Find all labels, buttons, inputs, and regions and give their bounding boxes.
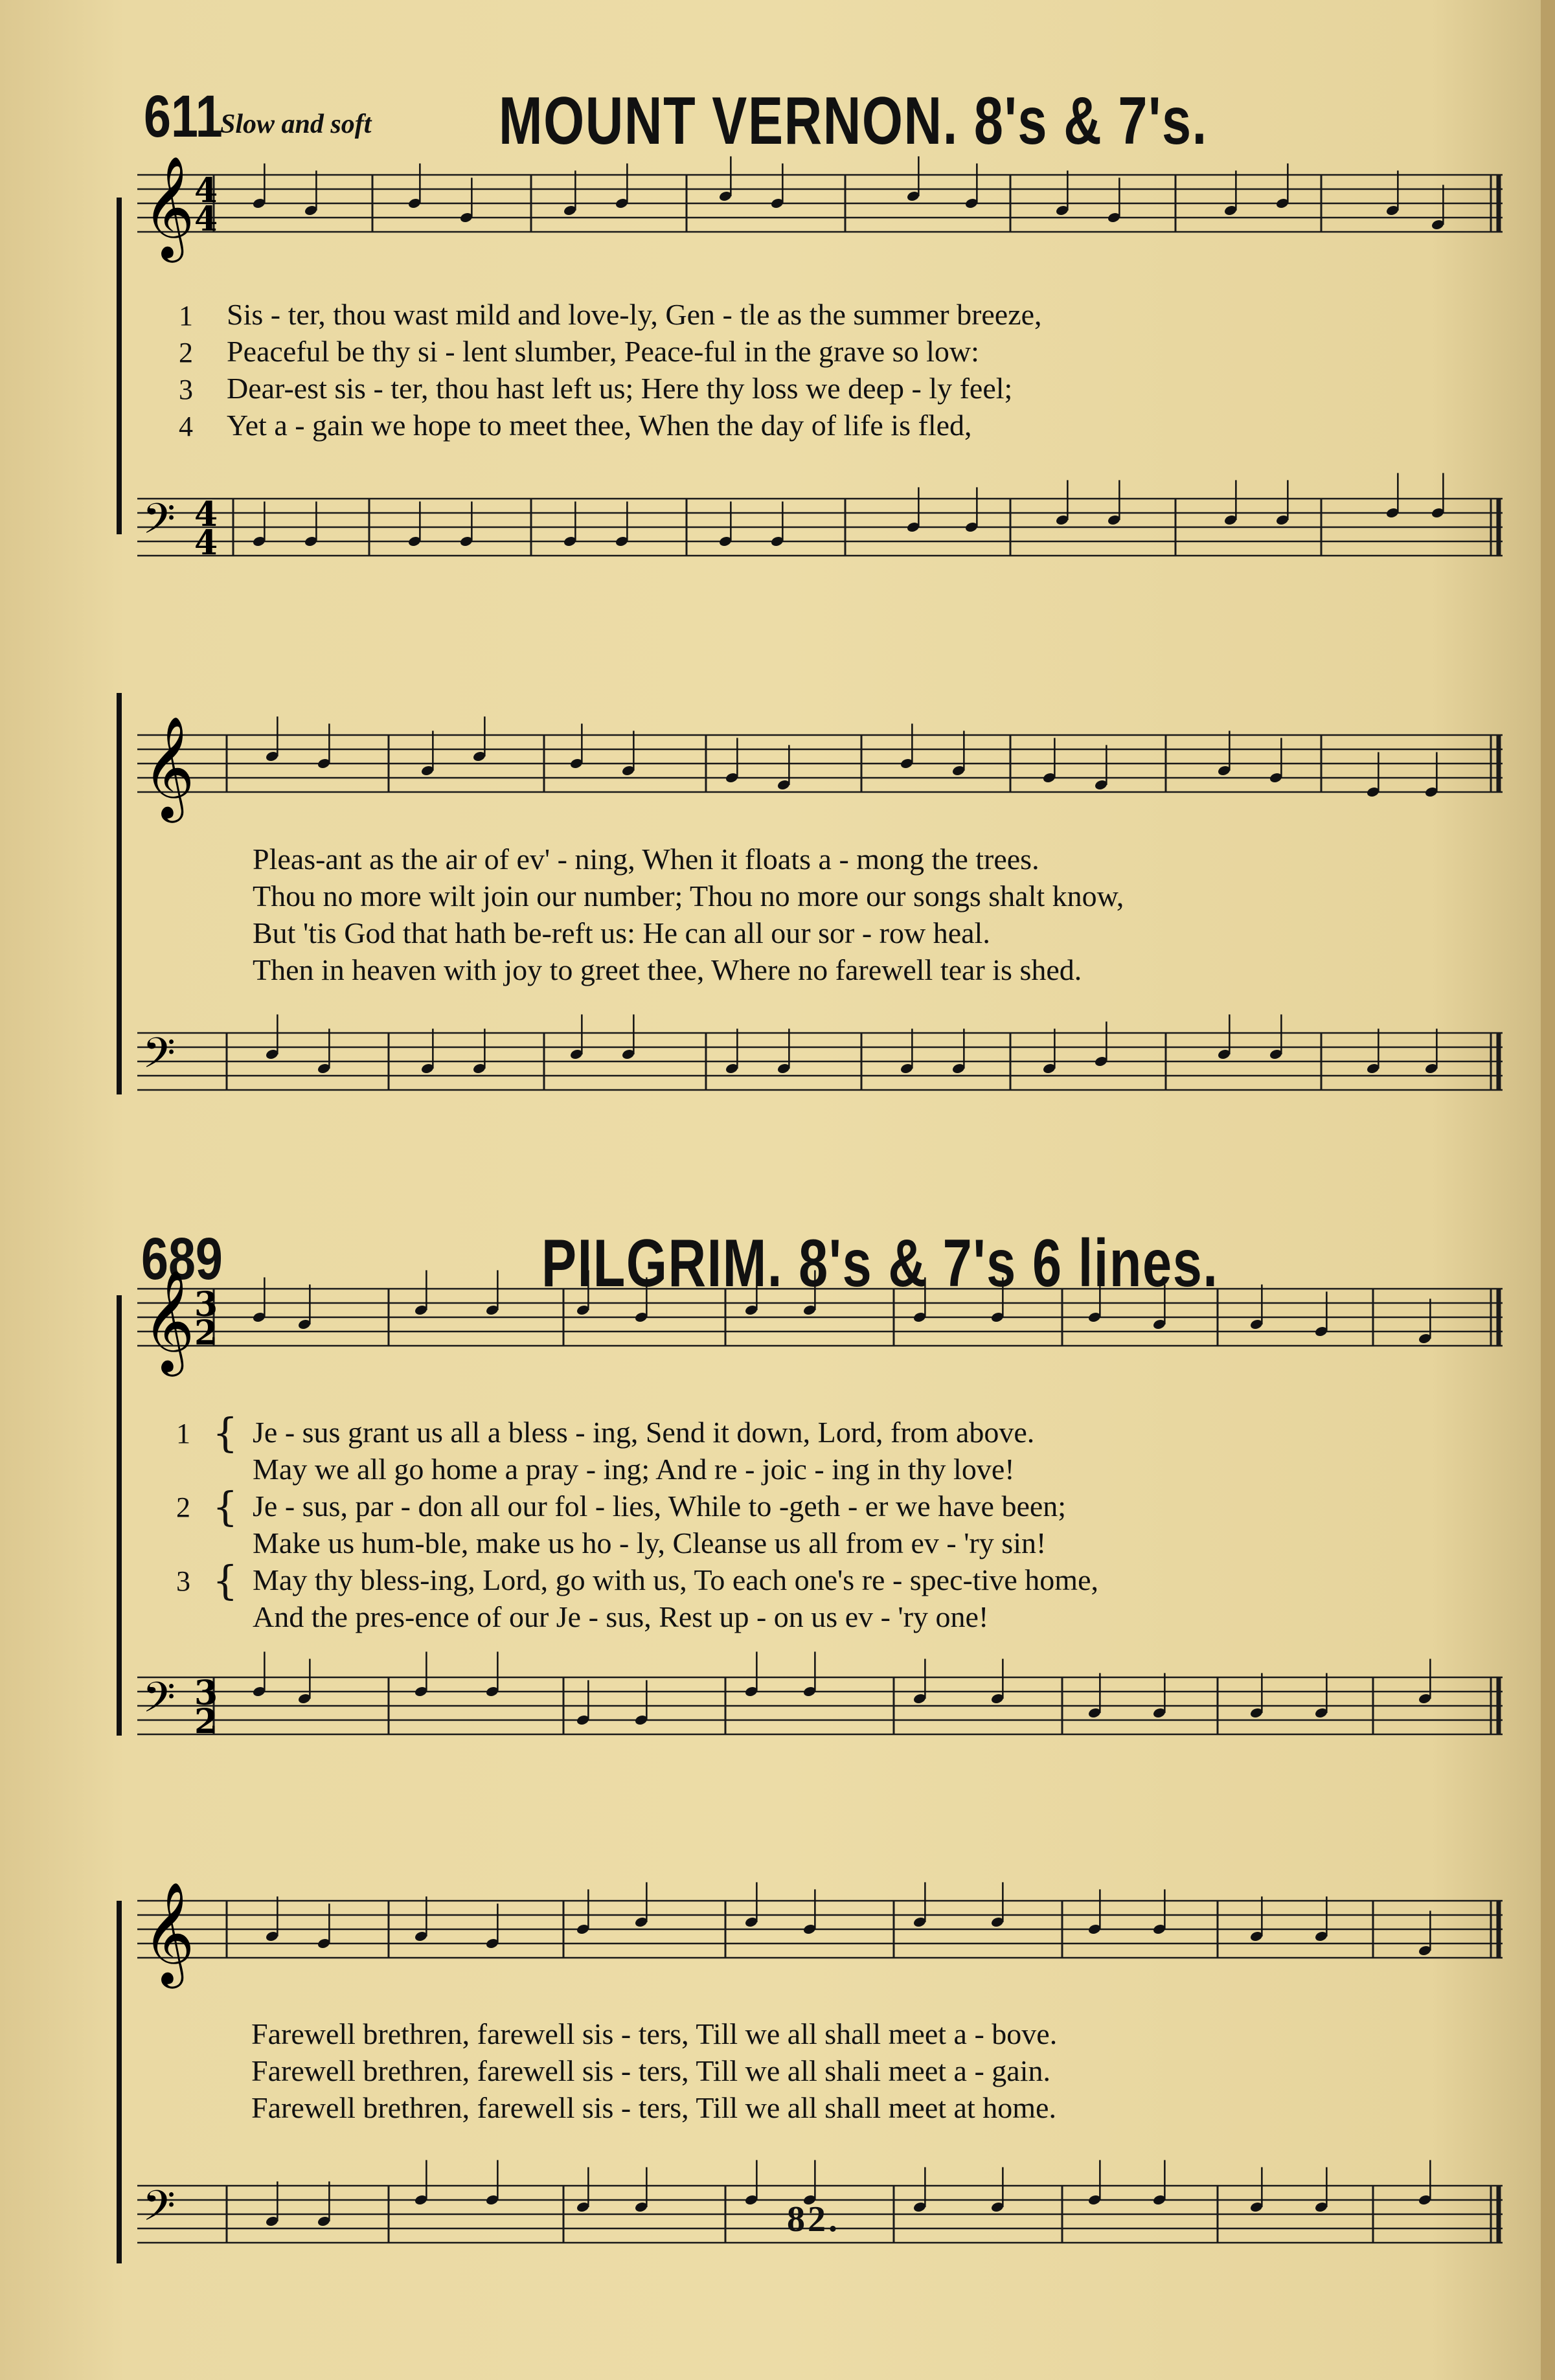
- bass-clef-icon: 𝄢: [142, 493, 176, 554]
- bass-clef-icon: 𝄢: [142, 1028, 176, 1088]
- time-signature: 4: [194, 171, 218, 210]
- system-bracket: [117, 693, 122, 1094]
- system-bracket: [117, 1295, 122, 1736]
- time-signature: 4: [194, 495, 218, 534]
- brace: {: [212, 1557, 238, 1604]
- treble-staff: [137, 1881, 1503, 1989]
- hymn-title: MOUNT VERNON. 8's & 7's.: [499, 84, 1208, 159]
- lyric-line: Then in heaven with joy to greet thee, Where no farewell tear is shed.: [253, 953, 1082, 986]
- time-signature: 3: [194, 1285, 218, 1324]
- lyric-line: Farewell brethren, farewell sis - ters, Till we all shall meet at home.: [251, 2091, 1056, 2124]
- lyric-line: Thou no more wilt join our number; Thou no more our songs shalt know,: [253, 879, 1124, 912]
- bass-staff: [137, 1014, 1503, 1090]
- verse-number: 3: [179, 374, 193, 405]
- time-signature: 2: [194, 1702, 218, 1741]
- hymn-title: PILGRIM. 8's & 7's 6 lines.: [541, 1226, 1219, 1301]
- treble-clef-icon: 𝄞: [142, 155, 195, 258]
- system-bracket: [117, 1901, 122, 2263]
- lyric-line: Je - sus grant us all a bless - ing, Send it down, Lord, from above.: [253, 1416, 1035, 1449]
- time-signature: 4: [194, 199, 218, 239]
- lyric-line: And the pres-ence of our Je - sus, Rest up - on us ev - 'ry one!: [253, 1600, 989, 1633]
- bass-clef-icon: 𝄢: [142, 1672, 176, 1732]
- lyric-line: Peaceful be thy si - lent slumber, Peace-ful in the grave so low:: [227, 335, 979, 368]
- lyric-line: Dear-est sis - ter, thou hast left us; Here thy loss we deep - ly feel;: [227, 372, 1013, 405]
- bass-staff: [137, 473, 1503, 556]
- lyric-line: Je - sus, par - don all our fol - lies, While to -geth - er we have been;: [253, 1490, 1067, 1523]
- lyric-line: Farewell brethren, farewell sis - ters, Till we all shali meet a - gain.: [251, 2054, 1050, 2087]
- hymn-number: 611: [144, 84, 223, 150]
- lyric-line: May thy bless-ing, Lord, go with us, To each one's re - spec-tive home,: [253, 1563, 1098, 1596]
- treble-staff: [137, 155, 1503, 263]
- tempo-marking: Slow and soft: [220, 109, 372, 139]
- lyric-line: Farewell brethren, farewell sis - ters, Till we all shall meet a - bove.: [251, 2017, 1058, 2050]
- treble-clef-icon: 𝄞: [142, 1269, 195, 1372]
- system-bracket: [117, 198, 122, 534]
- lyric-line: Make us hum-ble, make us ho - ly, Cleanse us all from ev - 'ry sin!: [253, 1526, 1047, 1559]
- time-signature: 3: [194, 1673, 218, 1713]
- time-signature: 2: [194, 1313, 218, 1353]
- lyric-line: Yet a - gain we hope to meet thee, When the day of life is fled,: [227, 409, 972, 442]
- lyric-line: But 'tis God that hath be-reft us: He can all our sor - row heal.: [253, 916, 990, 949]
- verse-number: 2: [176, 1491, 190, 1523]
- bass-staff: [137, 1651, 1503, 1734]
- treble-staff: [137, 716, 1503, 823]
- verse-number: 4: [179, 411, 193, 442]
- verse-number: 2: [179, 337, 193, 368]
- hymn-number: 689: [141, 1226, 223, 1292]
- verse-number: 3: [176, 1565, 190, 1597]
- treble-clef-icon: 𝄞: [142, 1881, 195, 1984]
- time-signature: 4: [194, 523, 218, 563]
- lyric-line: May we all go home a pray - ing; And re - joic - ing in thy love!: [253, 1453, 1015, 1486]
- lyric-line: Pleas-ant as the air of ev' - ning, When it floats a - mong the trees.: [253, 843, 1039, 876]
- brace: {: [212, 1483, 238, 1530]
- lyric-line: Sis - ter, thou wast mild and love-ly, Gen - tle as the summer breeze,: [227, 298, 1042, 331]
- bass-clef-icon: 𝄢: [142, 2181, 176, 2241]
- page-number: 82.: [787, 2199, 840, 2239]
- treble-clef-icon: 𝄞: [142, 716, 195, 819]
- verse-number: 1: [176, 1418, 190, 1449]
- brace: {: [212, 1409, 238, 1456]
- verse-number: 1: [179, 300, 193, 332]
- treble-staff: [137, 1269, 1503, 1377]
